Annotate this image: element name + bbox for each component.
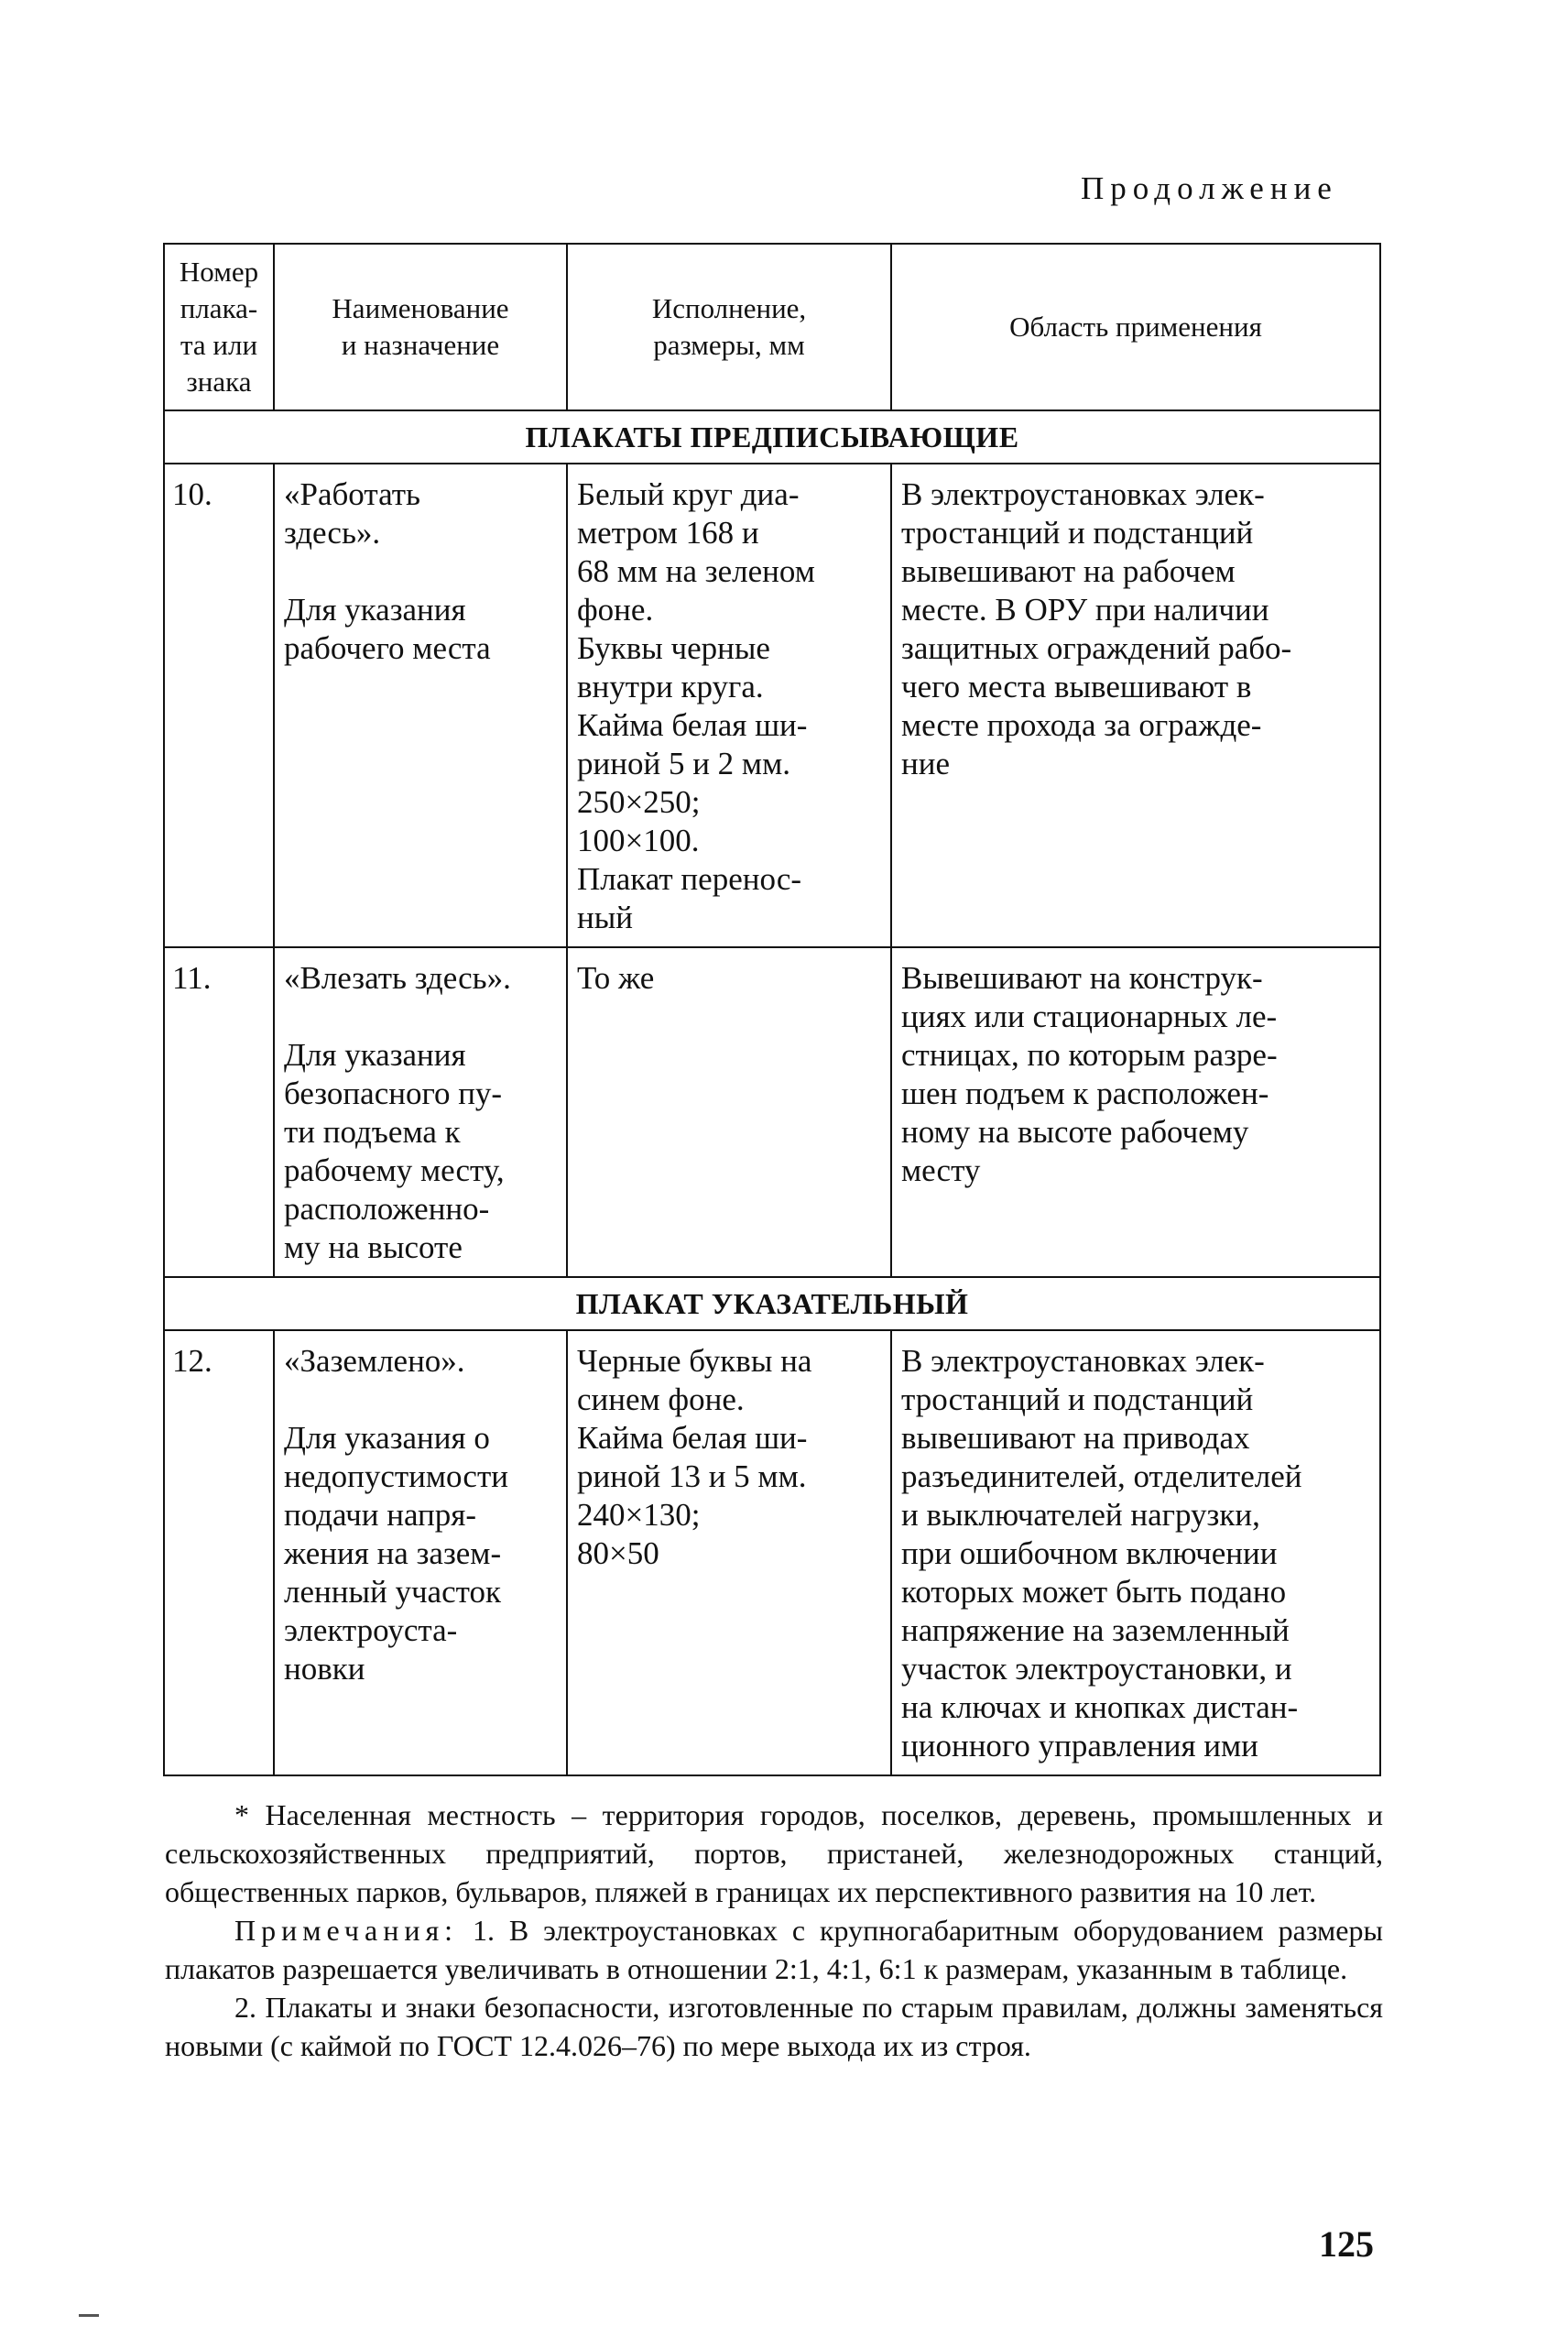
row-number: 12. — [164, 1330, 274, 1775]
application-cell: Вывешивают на конструк- циях или стационарных ле- стницах, по которым разре- шен подъем к расположен- ному на высоте рабочему месту — [891, 947, 1380, 1277]
note-1-text: 1. В электроустановках с крупногабаритным оборудованием размеры плакатов разрешается увеличивать в отношении 2:1, 4:1, 6:1 к размерам, указанным в таблице. — [165, 1914, 1383, 1985]
execution-cell: Черные буквы на синем фоне. Кайма белая ши- риной 13 и 5 мм. 240×130; 80×50 — [567, 1330, 891, 1775]
application-cell: В электроустановках элек- тростанций и подстанций вывешивают на приводах разъединителей, отделителей и выключателей нагрузки, при ошибочном включении которых может быть подано напряжение на заземленный участок электроустановки, и на ключах и кнопках дистан- ционного управления ими — [891, 1330, 1380, 1775]
row-number: 10. — [164, 464, 274, 947]
column-header-number: Номер плака- та или знака — [164, 244, 274, 410]
application-cell: В электроустановках элек- тростанций и подстанций вывешивают на рабочем месте. В ОРУ при наличии защитных ограждений рабо- чего места вывешивают в месте прохода за огражде- ние — [891, 464, 1380, 947]
column-header-name: Наименование и назначение — [274, 244, 567, 410]
table-header-row — [164, 244, 1380, 410]
notes-label: Примечания: — [234, 1914, 459, 1947]
execution-cell: То же — [567, 947, 891, 1277]
sign-name: «Заземлено». — [284, 1343, 465, 1379]
table-row — [164, 1330, 1380, 1775]
section-title-indicative: ПЛАКАТ УКАЗАТЕЛЬНЫЙ — [164, 1277, 1380, 1330]
sign-name: «Влезать здесь». — [284, 960, 511, 996]
section-row — [164, 1277, 1380, 1330]
table-row — [164, 464, 1380, 947]
name-and-purpose-cell — [274, 464, 567, 947]
sign-purpose: Для указания рабочего места — [284, 592, 491, 666]
section-row — [164, 410, 1380, 464]
sign-purpose: Для указания безопасного пу- ти подъема к рабочему месту, расположенно- му на высоте — [284, 1037, 505, 1265]
note-1 — [165, 1911, 1383, 1988]
footnotes — [165, 1796, 1383, 2065]
sign-purpose: Для указания о недопустимости подачи напря- жения на зазем- ленный участок электроуста- новки — [284, 1420, 508, 1687]
footnote-populated-area: * Населенная местность – территория городов, поселков, деревень, промышленных и сельскохозяйственных предприятий, портов, пристаней, железнодорожных станций, общественных парков, бульваров, пляжей в границах их перспективного развития на 10 лет. — [165, 1798, 1383, 1908]
column-header-execution: Исполнение, размеры, мм — [567, 244, 891, 410]
name-and-purpose-cell — [274, 1330, 567, 1775]
column-header-application: Область применения — [891, 244, 1380, 410]
safety-signs-table — [163, 243, 1381, 1776]
note-2: 2. Плакаты и знаки безопасности, изготовленные по старым правилам, должны заменяться новыми (с каймой по ГОСТ 12.4.026–76) по мере выхода их из строя. — [165, 1991, 1383, 2062]
execution-cell: Белый круг диа- метром 168 и 68 мм на зеленом фоне. Буквы черные внутри круга. Кайма белая ши- риной 5 и 2 мм. 250×250; 100×100. Плакат перенос- ный — [567, 464, 891, 947]
continuation-label: Продолжение — [1081, 170, 1338, 206]
table-row — [164, 947, 1380, 1277]
sign-name: «Работать здесь». — [284, 476, 420, 551]
name-and-purpose-cell — [274, 947, 567, 1277]
section-title-prescriptive: ПЛАКАТЫ ПРЕДПИСЫВАЮЩИЕ — [164, 410, 1380, 464]
row-number: 11. — [164, 947, 274, 1277]
margin-mark — [79, 2314, 99, 2317]
page-number: 125 — [1319, 2223, 1374, 2265]
